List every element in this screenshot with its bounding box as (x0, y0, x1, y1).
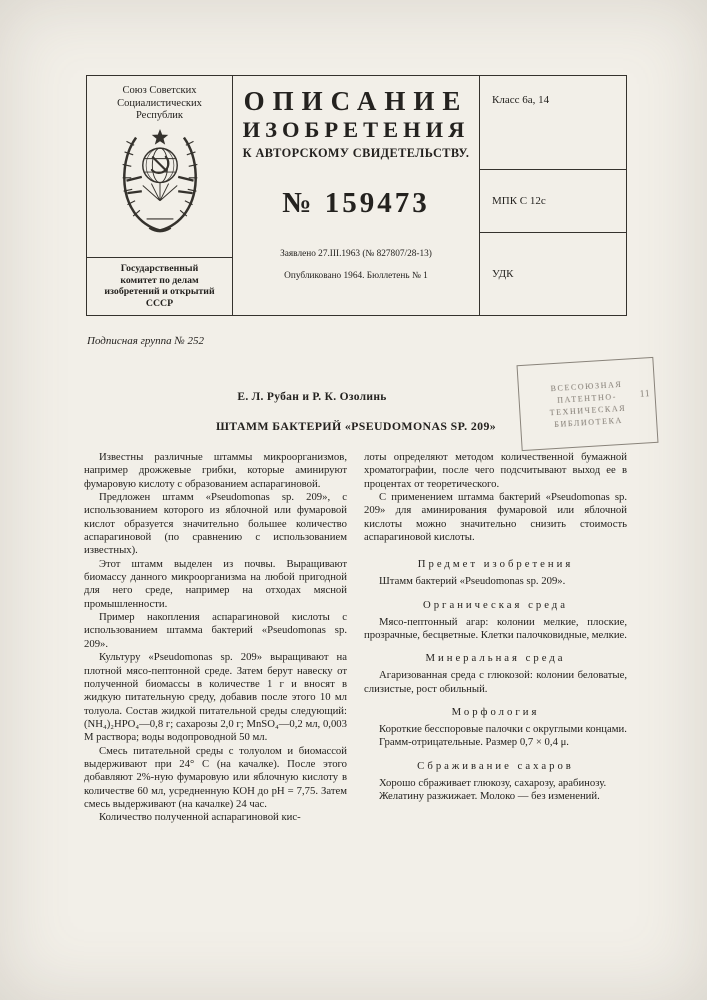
filed-line: Заявлено 27.III.1963 (№ 827807/28-13) (280, 249, 432, 259)
section-heading: Минеральная среда (425, 652, 566, 665)
paragraph: лоты определяют методом количественной бумажной хроматографии, после чего подсчитывают выход ее в процентах от теоретического. (364, 451, 627, 490)
paragraph: Культуру «Pseudomonas sp. 209» выращивают на плотной мясо-пептонной среде. Затем берут навеску от полученной биомассы в количестве 1 г и вносят в жидкую питательную среду, добавив после этого 10 мл толуола. Состав жидкой питательной среды следующий: (NH₄)₂HPO₄—0,8 г; сахарозы 2,0 г; MnSO₄—0,2 мл, 0,003 М раствора; воды водопроводной 50 мл. (84, 651, 347, 744)
paragraph: Хорошо сбраживает глюкозу, сахарозу, арабинозу. (379, 776, 607, 789)
document-header (86, 75, 627, 316)
paragraph: Мясо-пептонный агар: колонии мелкие, плоские, прозрачные, бесцветные. Клетки палочковидные, мелкие. (364, 615, 627, 642)
paragraph: Штамм бактерий «Pseudomonas sp. 209». (379, 575, 566, 588)
paragraph: Агаризованная среда с глюкозой: колонии беловатые, слизистые, рост обильный. (364, 669, 627, 695)
issuer-committee: Государственный комитет по делам изобретений и открытий СССР (104, 263, 215, 309)
patent-number: № 159473 (282, 187, 430, 219)
issuer-name: Союз Советских Социалистических Республик (117, 85, 202, 121)
doc-type-line1: ОПИСАНИЕ (243, 86, 469, 116)
library-stamp (517, 357, 659, 451)
document-body (84, 451, 627, 825)
doc-subtitle: К АВТОРСКОМУ СВИДЕТЕЛЬСТВУ. (242, 146, 470, 160)
section-heading: Предмет изобретения (417, 558, 574, 571)
stamp-line: ВСЕСОЮЗНАЯ (550, 379, 623, 393)
paragraph: Смесь питательной среды с толуолом и биомассой выдерживают при 24° С (на качалке). После этого добавляют 2%-ную фумаровую или яблочную кислоту в количестве 60 мл, усредненную КОН до рН = 7,75. Затем смесь выдерживают (на качалке) 24 час. (84, 744, 347, 810)
section-heading: Органическая среда (423, 598, 568, 611)
body-column-right (364, 451, 627, 825)
published-line: Опубликовано 1964. Бюллетень № 1 (284, 271, 428, 281)
issuer-committee-cell (87, 257, 232, 315)
doc-type-line2: ИЗОБРЕТЕНИЯ (242, 117, 470, 142)
header-class-column (479, 76, 626, 315)
paragraph: Этот штамм выделен из почвы. Выращивают биомассу данного микроорганизма на любой пригодной для него среде, например на отходах мясной промышленности. (84, 557, 347, 610)
header-issuer-column (87, 76, 233, 315)
paragraph: Пример накопления аспарагиновой кислоты с использованием штамма бактерий «Pseudomonas sp. 209». (84, 611, 347, 650)
stamp-line: ПАТЕНТНО- (556, 391, 618, 405)
stamp-side-mark: 11 (639, 388, 651, 399)
stamp-line: ТЕХНИЧЕСКАЯ (549, 403, 627, 417)
header-title-column (233, 76, 479, 315)
class-label: Класс 6а, 14 (480, 76, 626, 170)
body-column-left (84, 451, 347, 825)
stamp-line: БИБЛИОТЕКА (554, 415, 624, 429)
mpk-label: МПК С 12с (480, 170, 626, 233)
section-heading: Сбраживание сахаров (417, 759, 574, 772)
paragraph: Желатину разжижает. Молоко — без изменений. (379, 790, 600, 803)
authors-line: Е. Л. Рубан и Р. К. Озолинь (237, 391, 387, 403)
paragraph: С применением штамма бактерий «Pseudomonas sp. 209» для аминирования фумаровой или яблочной кислоты можно значительно снизить стоимость аспарагиновой кислоты. (364, 491, 627, 544)
paragraph: Количество полученной аспарагиновой кис- (99, 811, 301, 824)
ussr-coat-of-arms-icon (115, 126, 205, 243)
paragraph: Короткие бесспоровые палочки с округлыми концами. (379, 723, 627, 736)
section-heading: Морфология (451, 706, 540, 719)
subscription-group: Подписная группа № 252 (87, 335, 204, 347)
paragraph: Грамм-отрицательные. Размер 0,7 × 0,4 μ. (379, 736, 569, 749)
udk-label: УДК (492, 268, 514, 280)
paragraph: Известны различные штаммы микроорганизмов, например дрожжевые грибки, которые аминируют фумаровую кислоту с образованием аспарагиновой. (84, 451, 347, 490)
paragraph: Предложен штамм «Pseudomonas sp. 209», с использованием которого из яблочной или фумаровой кислот образуется значительно большее количество аспарагиновой (по сравнению с использованием известных). (84, 491, 347, 557)
invention-title: ШТАММ БАКТЕРИЙ «PSEUDOMONAS SP. 209» (215, 419, 497, 433)
